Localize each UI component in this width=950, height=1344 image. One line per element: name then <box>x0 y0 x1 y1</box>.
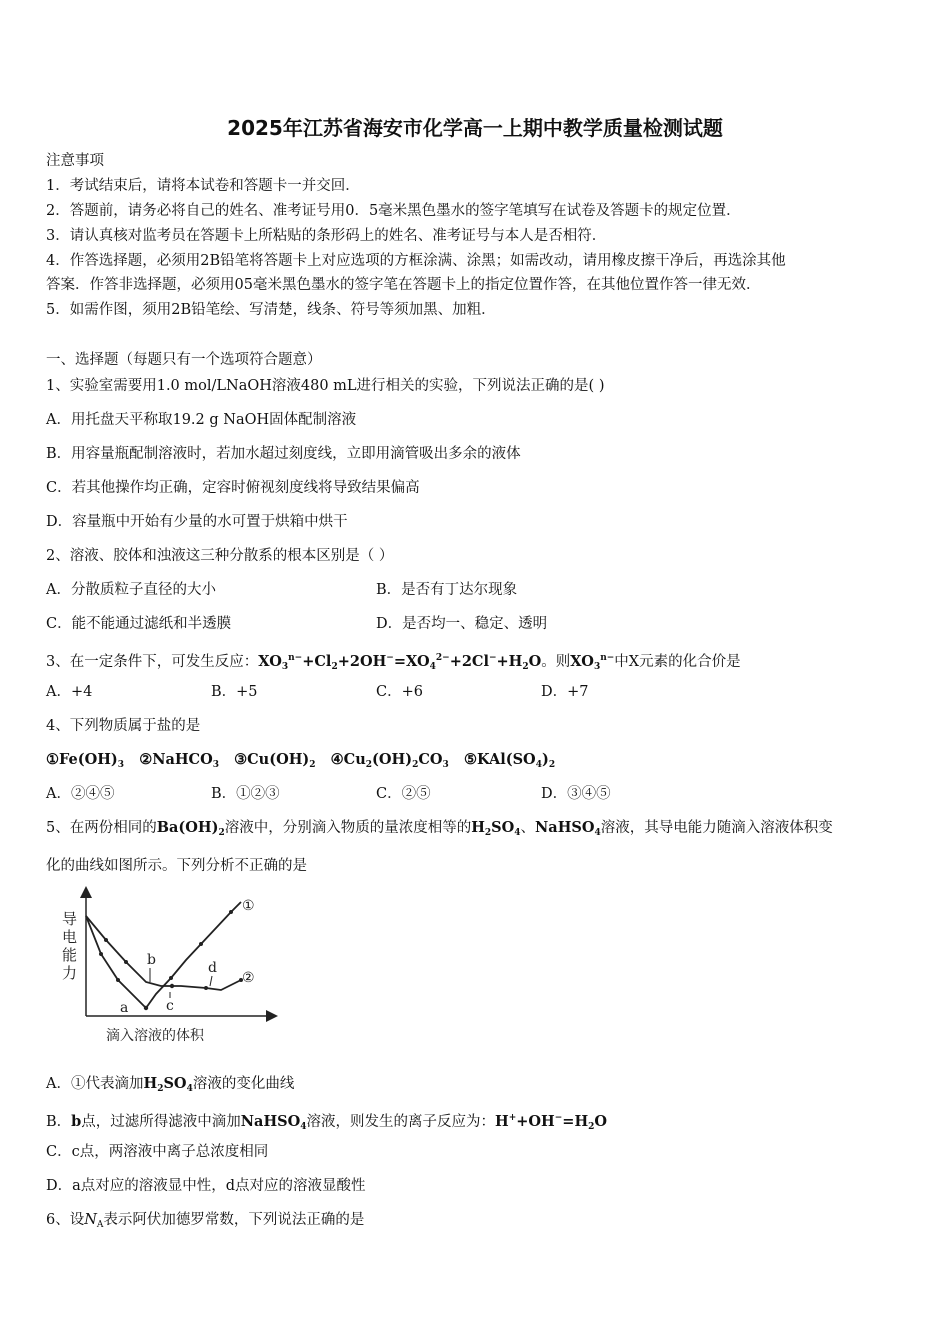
q3-stem: 3、在一定条件下，可发生反应：$XO_3^{n-}+Cl_2+2OH^-=XO_4^{2-}+2Cl^-+H_2O$。则$XO_3^{n-}$中X元素的化合价是 <box>46 653 741 672</box>
conductivity-figure <box>46 882 286 1052</box>
curve-1-label: ① <box>242 898 255 914</box>
curve-2-label: ② <box>242 970 255 986</box>
q4-option-b: B．①②③ <box>211 786 280 802</box>
point-a-label: a <box>120 1000 129 1016</box>
q5-stem-line1: 5、在两份相同的$Ba(OH)_2$溶液中，分别滴入物质的量浓度相等的$H_2SO_4$、NaHSO$_4$溶液，其导电能力随滴入溶液体积变 <box>46 819 833 838</box>
y-label-4: 力 <box>62 964 78 982</box>
q2-option-d: D．是否均一、稳定、透明 <box>376 616 548 632</box>
q4-stem: 4、下列物质属于盐的是 <box>46 718 201 734</box>
q4-option-d: D．③④⑤ <box>541 786 611 802</box>
q3-option-b: B．+5 <box>211 684 258 700</box>
q1-stem: 1、实验室需要用1.0 mol/LNaOH溶液480 mL进行相关的实验，下列说法正确的是( ) <box>46 378 605 394</box>
notice-item-4: 4．作答选择题，必须用2B铅笔将答题卡上对应选项的方框涂满、涂黑；如需改动，请用橡皮擦干净后，再选涂其他 <box>46 253 786 269</box>
q5-stem-line2: 化的曲线如图所示。下列分析不正确的是 <box>46 858 307 874</box>
q4-option-c: C．②⑤ <box>376 786 431 802</box>
q2-stem: 2、溶液、胶体和浊液这三种分散系的根本区别是（ ） <box>46 548 394 564</box>
q5-option-c: C．c点，两溶液中离子总浓度相同 <box>46 1144 269 1160</box>
q5-option-b: B．b点，过滤所得滤液中滴加NaHSO$_4$溶液，则发生的离子反应为：$H^++OH^-=H_2O$ <box>46 1113 608 1132</box>
q2-option-a: A．分散质粒子直径的大小 <box>46 582 216 598</box>
q4-substances: $①Fe(OH)_3$ ②NaHCO$_3$ $③Cu(OH)_2$ $④Cu_2(OH)_2CO_3$ $⑤KAl(SO_4)_2$ <box>46 751 556 770</box>
q2-option-b: B．是否有丁达尔现象 <box>376 582 518 598</box>
q3-option-a: A．+4 <box>46 684 93 700</box>
q1-option-d: D．容量瓶中开始有少量的水可置于烘箱中烘干 <box>46 514 348 530</box>
notice-heading: 注意事项 <box>46 153 104 169</box>
section-heading: 一、选择题（每题只有一个选项符合题意） <box>46 352 322 368</box>
y-label-2: 电 <box>62 928 78 946</box>
point-d-label: d <box>208 960 217 976</box>
notice-item-1: 1．考试结束后，请将本试卷和答题卡一并交回． <box>46 178 360 194</box>
notice-item-2: 2．答题前，请务必将自己的姓名、准考证号用0．5毫米黑色墨水的签字笔填写在试卷及答题卡的规定位置． <box>46 203 741 219</box>
q6-stem: 6、设$N_A$表示阿伏加德罗常数，下列说法正确的是 <box>46 1212 365 1230</box>
notice-item-5: 5．如需作图，须用2B铅笔绘、写清楚，线条、符号等须加黑、加粗． <box>46 302 496 318</box>
q3-option-d: D．+7 <box>541 684 589 700</box>
point-b-label: b <box>147 952 156 968</box>
q3-option-c: C．+6 <box>376 684 423 700</box>
y-label-3: 能 <box>62 946 78 964</box>
x-label: 滴入溶液的体积 <box>106 1028 204 1044</box>
point-c-label: c <box>166 998 174 1014</box>
y-label-1: 导 <box>62 910 78 928</box>
q1-option-b: B．用容量瓶配制溶液时，若加水超过刻度线，立即用滴管吸出多余的液体 <box>46 446 521 462</box>
notice-item-4-cont: 答案．作答非选择题，必须用05毫米黑色墨水的签字笔在答题卡上的指定位置作答，在其他位置作答一律无效． <box>46 277 761 293</box>
curve-1 <box>86 902 241 1008</box>
page-title: 2025年江苏省海安市化学高一上期中教学质量检测试题 <box>227 116 723 140</box>
notice-item-3: 3．请认真核对监考员在答题卡上所粘贴的条形码上的姓名、准考证号与本人是否相符． <box>46 228 607 244</box>
q2-option-c: C．能不能通过滤纸和半透膜 <box>46 616 232 632</box>
q1-option-a: A．用托盘天平称取19.2 g NaOH固体配制溶液 <box>46 412 357 428</box>
q4-option-a: A．②④⑤ <box>46 786 115 802</box>
q1-option-c: C．若其他操作均正确，定容时俯视刻度线将导致结果偏高 <box>46 480 420 496</box>
q5-option-d: D．a点对应的溶液显中性，d点对应的溶液显酸性 <box>46 1178 366 1194</box>
q5-option-a: A．①代表滴加$H_2SO_4$溶液的变化曲线 <box>46 1075 295 1094</box>
